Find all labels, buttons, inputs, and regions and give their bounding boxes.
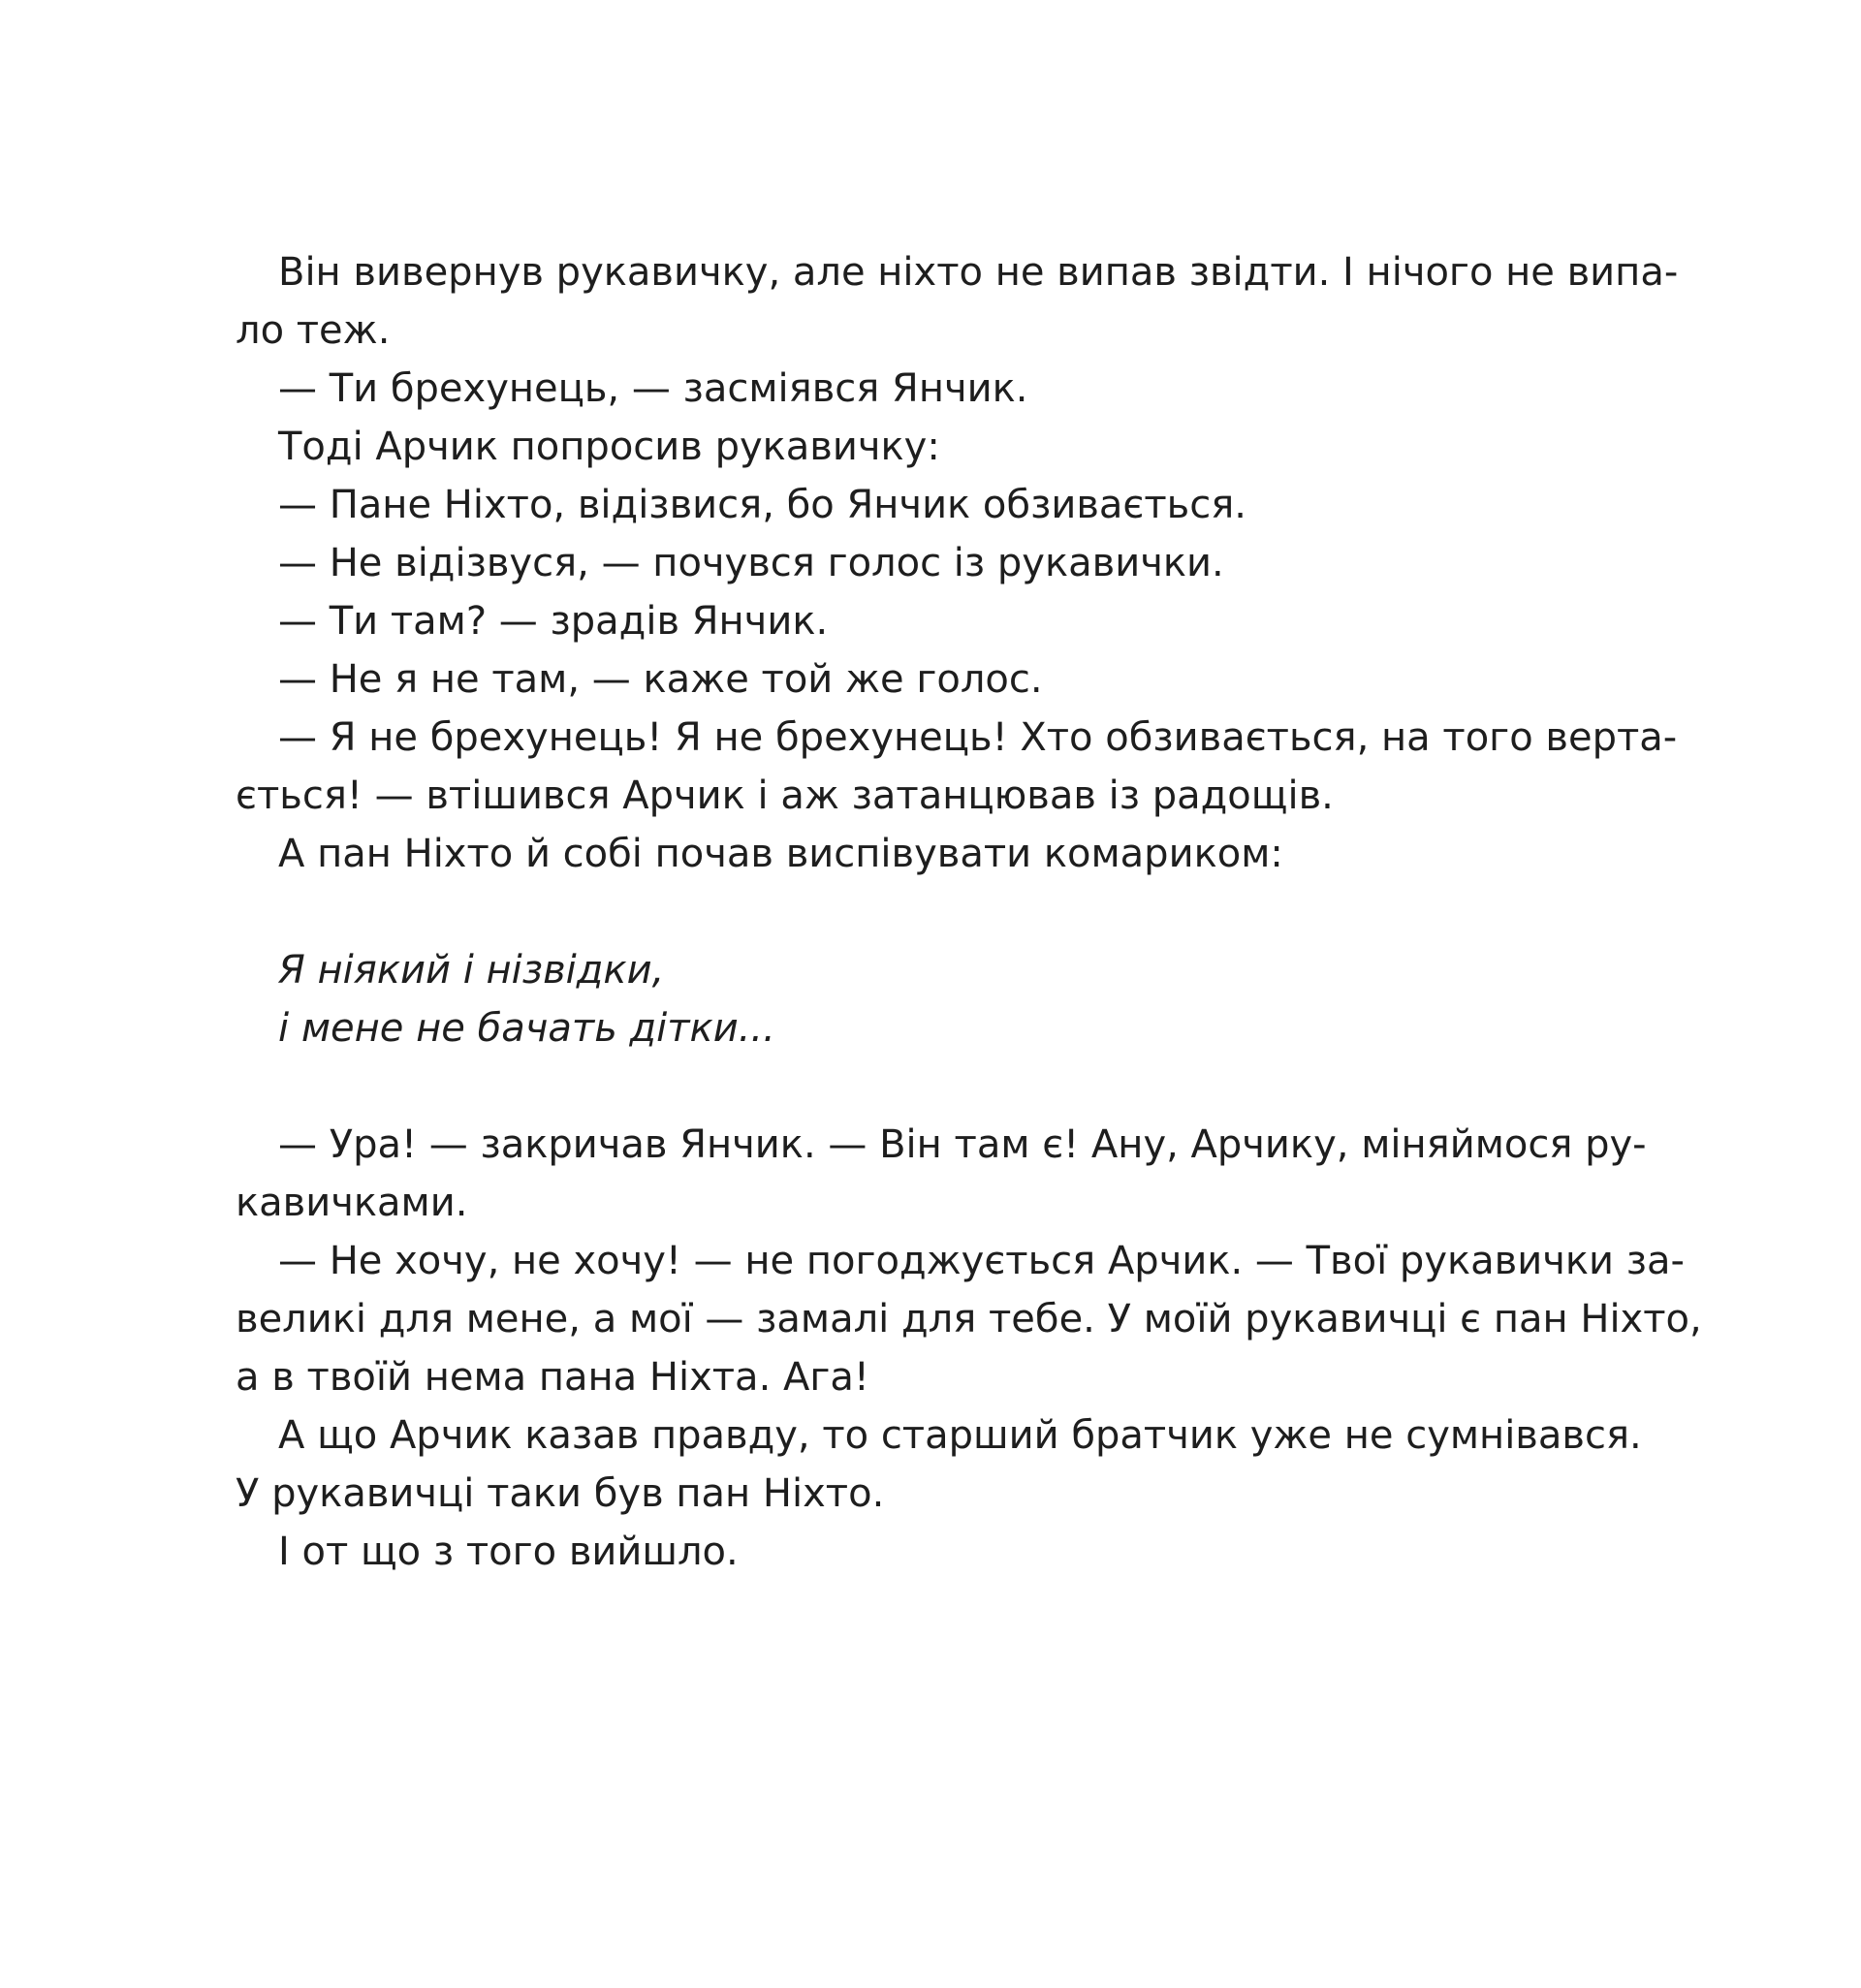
verse [236, 941, 1588, 1057]
paragraph [236, 1406, 1642, 1523]
text-line: — Не хочу, не хочу! — не погоджується Арчик. — Твої рукавички за- [278, 1239, 1685, 1283]
spacer [236, 883, 1588, 941]
paragraph [236, 825, 1588, 883]
text-line: а в твоїй нема пана Ніхта. Ага! [236, 1355, 869, 1400]
paragraph [236, 592, 1588, 650]
text-line: Тоді Арчик попросив рукавичку: [278, 425, 940, 469]
text-line: У рукавичці таки був пан Ніхто. [236, 1471, 885, 1516]
paragraph [236, 534, 1588, 592]
text-line: — Не я не там, — каже той же голос. [278, 657, 1043, 702]
paragraph [236, 709, 1678, 825]
paragraph [236, 1523, 1588, 1581]
paragraph [236, 360, 1588, 418]
text-line: А пан Ніхто й собі почав виспівувати комариком: [278, 832, 1283, 876]
text-line: ло теж. [236, 308, 391, 353]
text-line: — Я не брехунець! Я не брехунець! Хто обзивається, на того верта- [278, 715, 1678, 760]
text-line: — Не відізвуся, — почувся голос із рукавички. [278, 541, 1224, 585]
text-line: Він вивернув рукавичку, але ніхто не випав звідти. І нічого не випа- [278, 250, 1679, 295]
text-line: — Ура! — закричав Янчик. — Він там є! Ану, Арчику, міняймося ру- [278, 1122, 1647, 1167]
paragraph [236, 418, 1588, 476]
text-line: — Ти брехунець, — засміявся Янчик. [278, 366, 1028, 411]
paragraph [236, 1232, 1702, 1406]
text-line: великі для мене, а мої — замалі для тебе. У моїй рукавичці є пан Ніхто, [236, 1297, 1702, 1341]
spacer [236, 1057, 1588, 1116]
text-line: ється! — втішився Арчик і аж затанцював із радощів. [236, 773, 1334, 818]
paragraph [236, 243, 1679, 360]
text-line: — Ти там? — зрадів Янчик. [278, 599, 829, 644]
paragraph [236, 476, 1588, 534]
verse-line: Я ніякий і нізвідки, [278, 948, 665, 993]
paragraph [236, 1116, 1647, 1232]
text-line: кавичками. [236, 1181, 468, 1225]
text-line: І от що з того вийшло. [278, 1530, 739, 1574]
verse-line: і мене не бачать дітки... [278, 1006, 775, 1051]
paragraph [236, 650, 1588, 709]
story-text [236, 243, 1702, 1581]
text-line: — Пане Ніхто, відізвися, бо Янчик обзивається. [278, 483, 1247, 527]
text-line: А що Арчик казав правду, то старший братчик уже не сумнівався. [278, 1413, 1642, 1458]
